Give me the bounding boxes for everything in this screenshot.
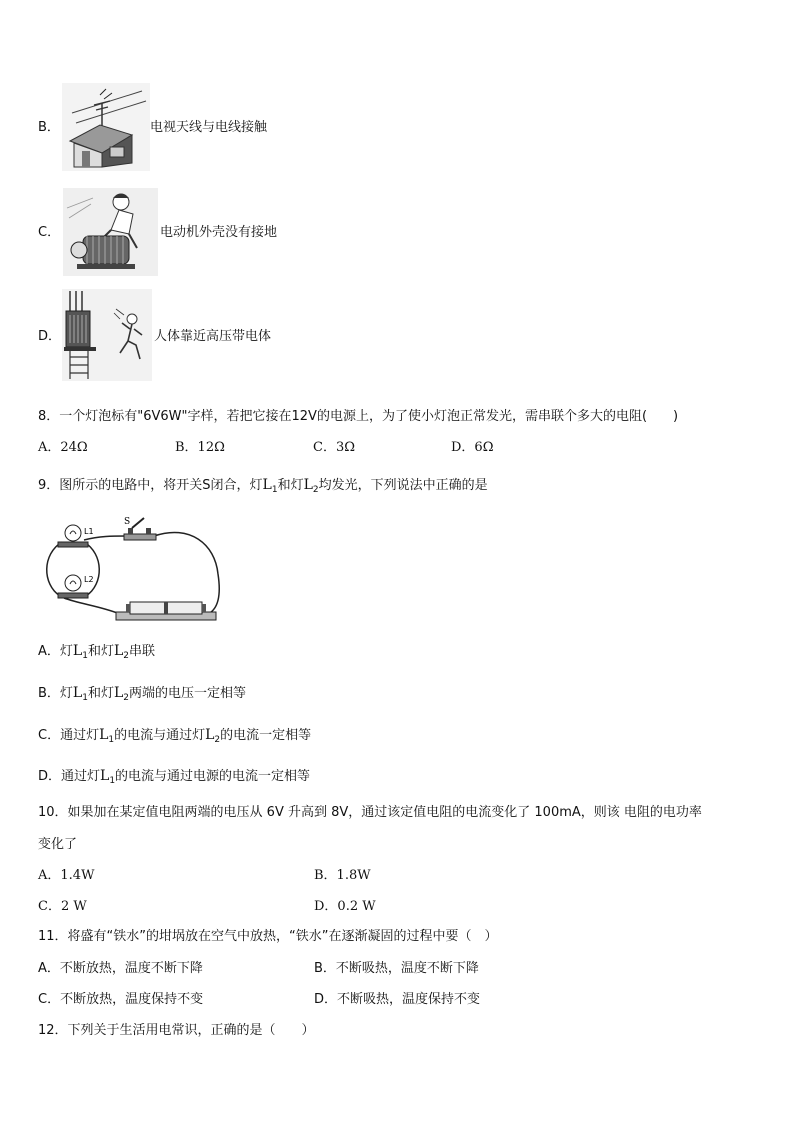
q8-option-d: D．6Ω	[451, 440, 494, 455]
q11-option-b: B．不断吸热，温度不断下降	[314, 961, 479, 976]
q11-option-c: C．不断放热，温度保持不变	[38, 992, 204, 1007]
q9-stem-part2: 和灯	[277, 478, 304, 493]
motor-worker-image	[63, 188, 158, 276]
q9a-post: 串联	[128, 644, 155, 659]
q9a-l2: L	[113, 643, 124, 659]
q9b-pre: B．灯	[38, 686, 73, 701]
q9c-sub2: 2	[214, 735, 221, 745]
q7-option-c-letter: C．	[38, 225, 61, 240]
q9-option-d	[38, 767, 310, 790]
q9c-post: 的电流一定相等	[220, 728, 312, 743]
q9-stem-l1: L	[262, 477, 272, 493]
q9b-l1: L	[72, 685, 83, 701]
label-l2: L2	[84, 575, 94, 584]
q7-option-d-letter: D．	[38, 329, 62, 344]
q7-option-d-text: 人体靠近高压带电体	[154, 329, 272, 344]
q8-option-b: B．12Ω	[175, 440, 225, 455]
q10-stem-line2: 变化了	[38, 837, 78, 852]
q9b-sub2: 2	[123, 693, 129, 703]
q9d-post: 的电流与通过电源的电流一定相等	[115, 769, 311, 784]
q11-stem: 11．将盛有“铁水”的坩埚放在空气中放热，“铁水”在逐渐凝固的过程中要（ ）	[38, 929, 498, 944]
q11-option-a: A．不断放热，温度不断下降	[38, 961, 203, 976]
q9-stem	[38, 476, 488, 499]
q9a-sub2: 2	[123, 651, 129, 661]
q9a-mid: 和灯	[87, 644, 114, 659]
q10-option-d: D．0.2 W	[314, 899, 376, 914]
q9d-l1: L	[100, 768, 110, 784]
q9c-mid: 的电流与通过灯	[114, 728, 206, 743]
q9-stem-sub1: 1	[271, 485, 278, 495]
q12-stem: 12．下列关于生活用电常识，正确的是（ ）	[38, 1023, 315, 1038]
q9-stem-part1: 9．图所示的电路中，将开关S闭合，灯	[38, 478, 263, 493]
q9c-l2: L	[205, 727, 215, 743]
q9-stem-l2: L	[303, 477, 313, 493]
q10-option-c: C．2 W	[38, 899, 87, 914]
q10-stem-line1: 10．如果加在某定值电阻两端的电压从 6V 升高到 8V，通过该定值电阻的电流变化了 100mA，则该 电阻的电功率	[38, 805, 702, 820]
q9-stem-sub2: 2	[312, 485, 319, 495]
q9a-l1: L	[72, 643, 83, 659]
q9c-pre: C．通过灯	[38, 728, 100, 743]
label-s: S	[124, 517, 131, 527]
q9b-sub1: 1	[82, 693, 88, 703]
q7-option-b-text: 电视天线与电线接触	[150, 120, 268, 135]
q9c-l1: L	[99, 727, 109, 743]
q8-option-c: C．3Ω	[313, 440, 355, 455]
circuit-diagram	[40, 514, 230, 626]
q10-option-b: B．1.8W	[314, 868, 371, 883]
q9-option-c	[38, 726, 311, 749]
q8-option-a: A．24Ω	[38, 440, 88, 455]
q9c-sub1: 1	[108, 735, 115, 745]
high-voltage-image	[62, 289, 152, 381]
q9-option-b	[38, 684, 246, 707]
q9b-post: 两端的电压一定相等	[129, 686, 247, 701]
q9d-pre: D．通过灯	[38, 769, 101, 784]
q9-stem-part3: 均发光，下列说法中正确的是	[318, 478, 488, 493]
q9-option-a	[38, 642, 155, 665]
q9a-sub1: 1	[82, 651, 88, 661]
q8-stem: 8．一个灯泡标有"6V6W"字样，若把它接在12V的电源上，为了使小灯泡正常发光，需串联个多大的电阻( )	[38, 409, 679, 424]
q10-option-a: A．1.4W	[38, 868, 95, 883]
q9b-mid: 和灯	[87, 686, 114, 701]
q9a-pre: A．灯	[38, 644, 73, 659]
q9b-l2: L	[113, 685, 124, 701]
q11-option-d: D．不断吸热，温度保持不变	[314, 992, 481, 1007]
q9d-sub1: 1	[109, 776, 116, 786]
q7-option-b-letter: B．	[38, 120, 60, 135]
q7-option-c-text: 电动机外壳没有接地	[160, 225, 278, 240]
label-l1: L1	[84, 527, 94, 536]
house-antenna-image	[62, 83, 150, 171]
